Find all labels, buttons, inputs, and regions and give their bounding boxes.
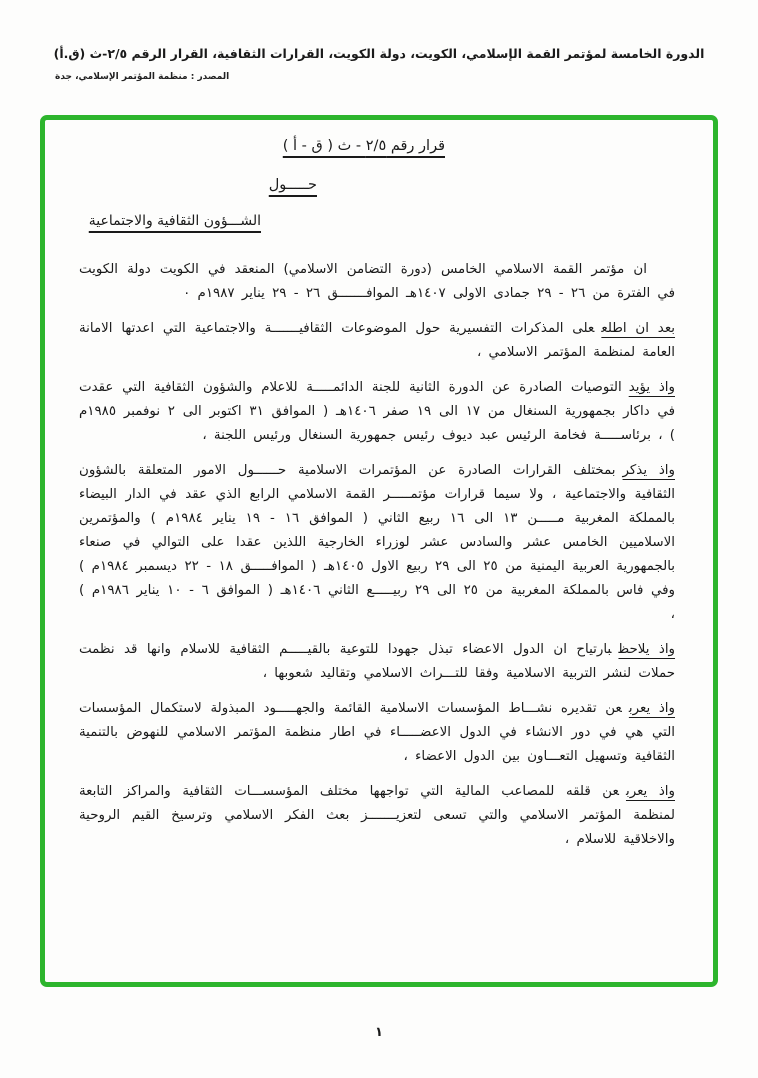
paragraph (79, 780, 675, 852)
paragraph-text: ان مؤتمر القمة الاسلامي الخامس (دورة التضامن الاسلامي) المنعقد في الكويت دولة الكويت في الفترة من ٢٦ - ٢٩ جمادى الاولى ١٤٠٧هـ الموافـــــــق ٢٦ - ٢٩ يناير ١٩٨٧م ٠ (79, 262, 675, 301)
paragraph-lead: واذ يذكر (622, 463, 675, 478)
resolution-body (79, 258, 675, 852)
resolution-subject: الشـــؤون الثقافية والاجتماعية (88, 213, 261, 229)
paragraph-text: بمختلف القرارات الصادرة عن المؤتمرات الاسلامية حــــــول الامور المتعلقة بالشؤون الثقافية والاجتماعية ، ولا سيما قرارات مؤتمـــــر القمة الاسلامي الرابع الذي عقد في الدار البيضاء بالمملكة المغربية مـــــن ١٣ الى ١٦ ربيع الثاني ( الموافق ١٦ - ١٩ يناير ١٩٨٤م ) والمؤتمرين الاسلاميين الخامس عشر والسادس عشر لوزراء الخارجية اللذين عقدا على التوالي في صنعاء بالجمهورية العربية اليمنية من ٢٥ الى ٢٩ ربيع الاول ١٤٠٥هـ ( الموافـــــق ١٨ - ٢٢ ديسمبر ١٩٨٤م ) وفي فاس بالمملكة المغربية من ٢٥ الى ٢٩ ربيـــــع الثاني ١٤٠٦هـ ( الموافق ٦ - ١٠ يناير ١٩٨٦م ) ، (79, 463, 676, 622)
source-line: المصدر : منظمة المؤتمر الإسلامي، جدة (55, 72, 230, 82)
paragraph (79, 697, 675, 769)
document-header-line: الدورة الخامسة لمؤتمر القمة الإسلامي، الكويت، دولة الكويت، القرارات الثقافية، القرار الرقم ٢/٥-ث (ق.أ) (53, 46, 705, 61)
paragraph-lead: واذ يعرب (625, 784, 675, 799)
paragraph-lead: واذ يعرب (628, 701, 675, 716)
paragraph (79, 459, 675, 627)
paragraph-lead: واذ يلاحظ (618, 642, 676, 657)
document-frame (40, 115, 718, 987)
page-number: ١ (375, 1025, 383, 1040)
paragraph (79, 638, 675, 686)
paragraph-opening (79, 258, 675, 306)
paragraph-text: على المذكرات التفسيرية حول الموضوعات الثقافيـــــــة والاجتماعية التي اعدتها الامانة العامة لمنظمة المؤتمر الاسلامي ، (79, 321, 675, 360)
paragraph-text: عن تقديره نشـــاط المؤسسات الاسلامية القائمة والجهـــــود المبذولة لاستكمال المؤسسات التي هي في دور الانشاء في الدول الاعضـــــاء في اطار منظمة المؤتمر الاسلامي للنهوض بالتنمية الثقافية وتسهيل التعـــاون بين الدول الاعضاء ، (79, 701, 675, 764)
resolution-subtitle: حـــــول (268, 177, 317, 193)
paragraph (79, 376, 675, 448)
paragraph-text: بارتياح ان الدول الاعضاء تبذل جهودا للتوعية بالقيـــــم الثقافية للاسلام وانها قد نظمت حملات لنشر التربية الاسلامية وفقا للتـــراث الاسلامي وتقاليد شعوبها ، (79, 642, 675, 681)
paragraph (79, 317, 675, 365)
paragraph-lead: بعد ان اطلع (601, 321, 676, 336)
paragraph-text: التوصيات الصادرة عن الدورة الثانية للجنة الدائمـــــة للاعلام والشؤون الثقافية التي عقدت في داكار بجمهورية السنغال من ١٧ الى ١٩ صفر ١٤٠٦هـ ( الموافق ٣١ اكتوبر الى ٢ نوفمبر ١٩٨٥م ) ، برئاســـــة فخامة الرئيس عبد ديوف رئيس جمهورية السنغال ورئيس اللجنة ، (79, 380, 675, 443)
paragraph-lead: واذ يؤيد (628, 380, 675, 395)
paragraph-text: عن قلقه للمصاعب المالية التي تواجهها مختلف المؤسســـات الثقافية والمراكز التابعة لمنظمة المؤتمر الاسلامي والتي تسعى لتعزيـــــــز بعث الفكر الاسلامي وترسيخ القيم الروحية والاخلاقية للاسلام ، (79, 784, 675, 847)
resolution-title: قرار رقم ٢/٥ - ث ( ق - أ ) (282, 138, 445, 154)
